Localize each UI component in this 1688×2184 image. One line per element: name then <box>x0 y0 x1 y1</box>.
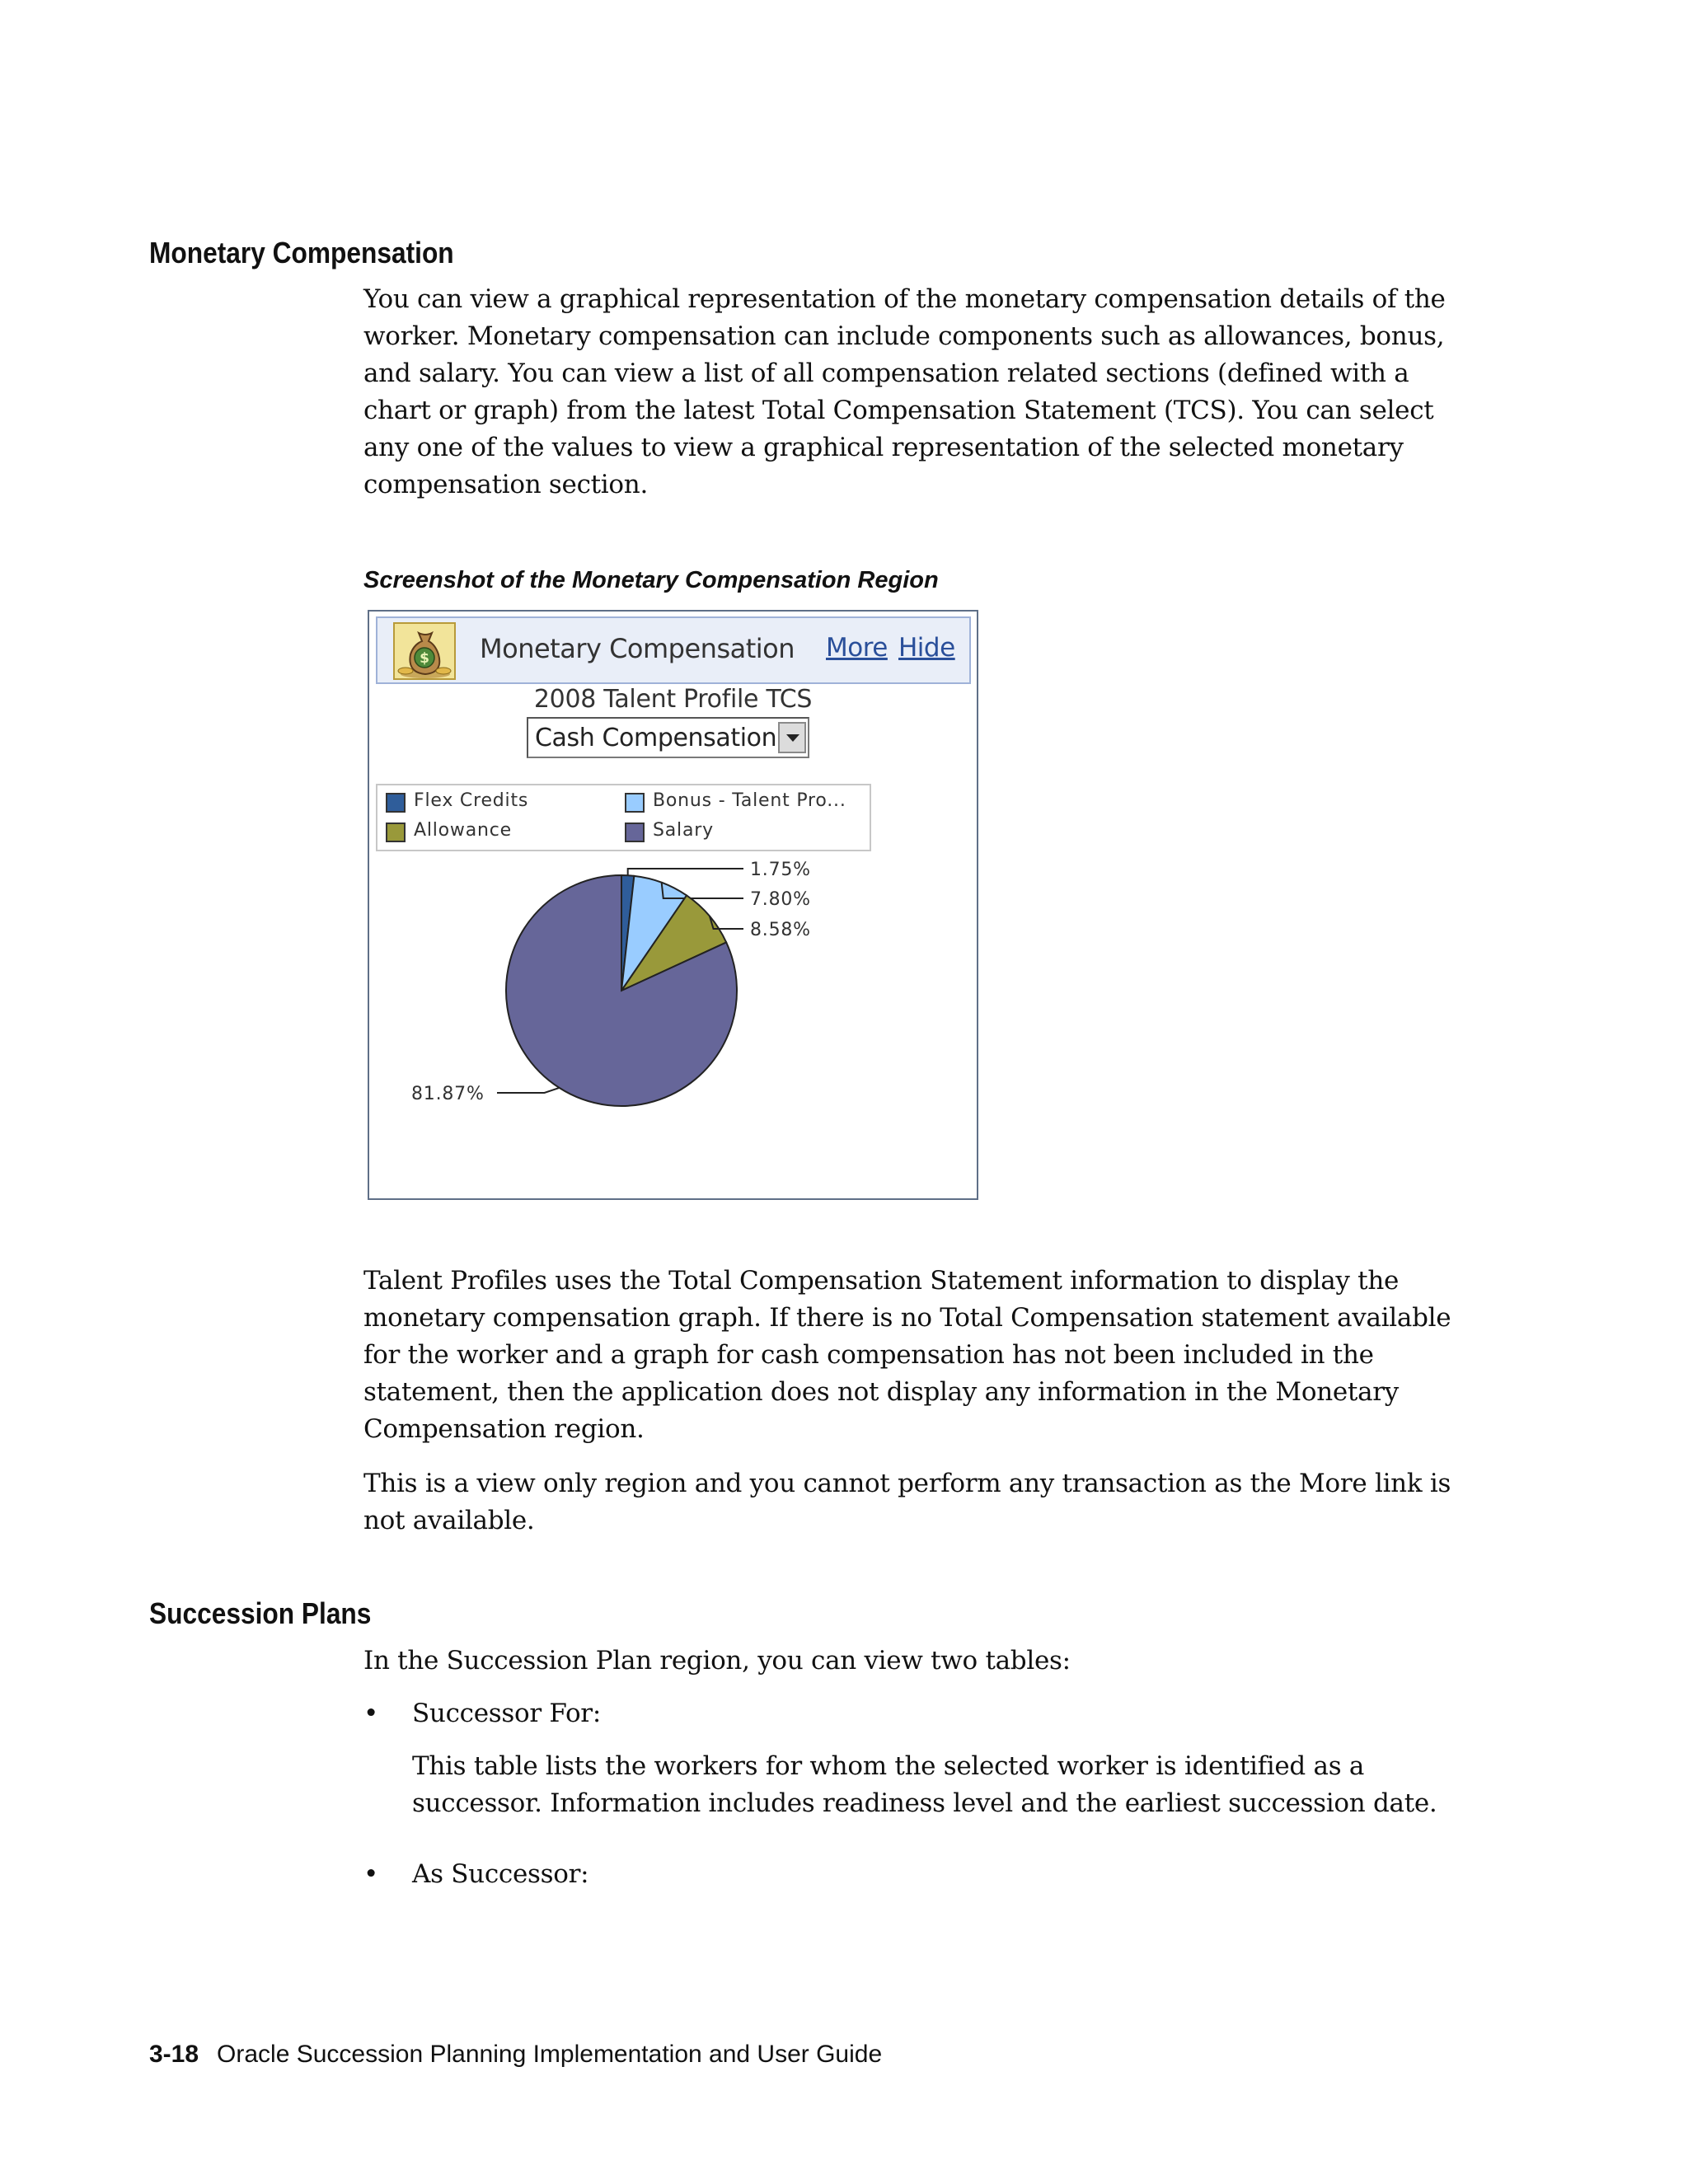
legend-label: Bonus - Talent Pro... <box>653 790 846 811</box>
monetary-compensation-intro: You can view a graphical representation of the monetary compensation details of the worker. Monetary compensation can include components such as allowances, bonus, and salary. You can view a list of all compensation related sections (defined with a chart or graph) from the latest Total Compensation Statement (TCS). You can select any one of the values to view a graphical representation of the selected monetary compensation section. <box>363 284 1446 499</box>
succession-plans-intro: In the Succession Plan region, you can view two tables: <box>363 1646 1071 1675</box>
svg-text:$: $ <box>420 650 429 667</box>
bullet-successor-for-title: Successor For: <box>412 1699 601 1728</box>
chart-legend <box>376 784 871 851</box>
monetary-compensation-body-1: Talent Profiles uses the Total Compensation Statement information to display the monetary compensation graph. If there is no Total Compensation statement available for the worker and a graph for cash compensation has not been included in the statement, then the application does not display any information in the Monetary Compensation region. <box>363 1266 1451 1444</box>
tcs-title: 2008 Talent Profile TCS <box>533 685 813 714</box>
pie-data-label: 81.87% <box>411 1084 485 1104</box>
legend-swatch <box>386 793 406 813</box>
bullet-glyph: • <box>363 1859 379 1889</box>
monetary-compensation-body-2: This is a view only region and you cannot perform any transaction as the More link is not available. <box>363 1469 1451 1535</box>
money-bag-icon <box>392 621 457 681</box>
legend-swatch <box>625 793 645 813</box>
bullet-as-successor-title: As Successor: <box>412 1859 589 1889</box>
chevron-down-icon[interactable] <box>778 722 806 753</box>
bullet-glyph: • <box>363 1699 379 1728</box>
figure-caption: Screenshot of the Monetary Compensation Region <box>363 567 939 593</box>
legend-label: Flex Credits <box>414 790 529 811</box>
page-footer <box>149 2041 882 2069</box>
guide-title: Oracle Succession Planning Implementation and User Guide <box>217 2041 883 2068</box>
monetary-compensation-region-screenshot <box>368 610 978 1200</box>
pie-data-label: 7.80% <box>750 889 811 910</box>
legend-swatch <box>386 823 406 842</box>
legend-label: Allowance <box>414 820 512 841</box>
region-header <box>376 616 971 684</box>
legend-label: Salary <box>653 820 714 841</box>
region-title: Monetary Compensation <box>480 633 795 664</box>
section-select[interactable] <box>527 717 809 758</box>
section-heading-succession-plans: Succession Plans <box>149 1596 372 1630</box>
pie-leader-line <box>628 869 743 875</box>
bullet-successor-for-desc: This table lists the workers for whom the selected worker is identified as a successor. Information includes readiness level and the earliest succession date. <box>412 1751 1437 1818</box>
pie-chart <box>369 859 977 1188</box>
hide-link[interactable]: Hide <box>898 633 955 663</box>
pie-data-label: 1.75% <box>750 860 811 880</box>
section-heading-monetary-compensation: Monetary Compensation <box>149 236 454 269</box>
pie-data-label: 8.58% <box>750 920 811 940</box>
legend-swatch <box>625 823 645 842</box>
more-link[interactable]: More <box>826 633 888 663</box>
pie-leader-line <box>497 1088 560 1093</box>
page-number: 3-18 <box>149 2041 199 2068</box>
section-select-value: Cash Compensation <box>535 724 777 752</box>
